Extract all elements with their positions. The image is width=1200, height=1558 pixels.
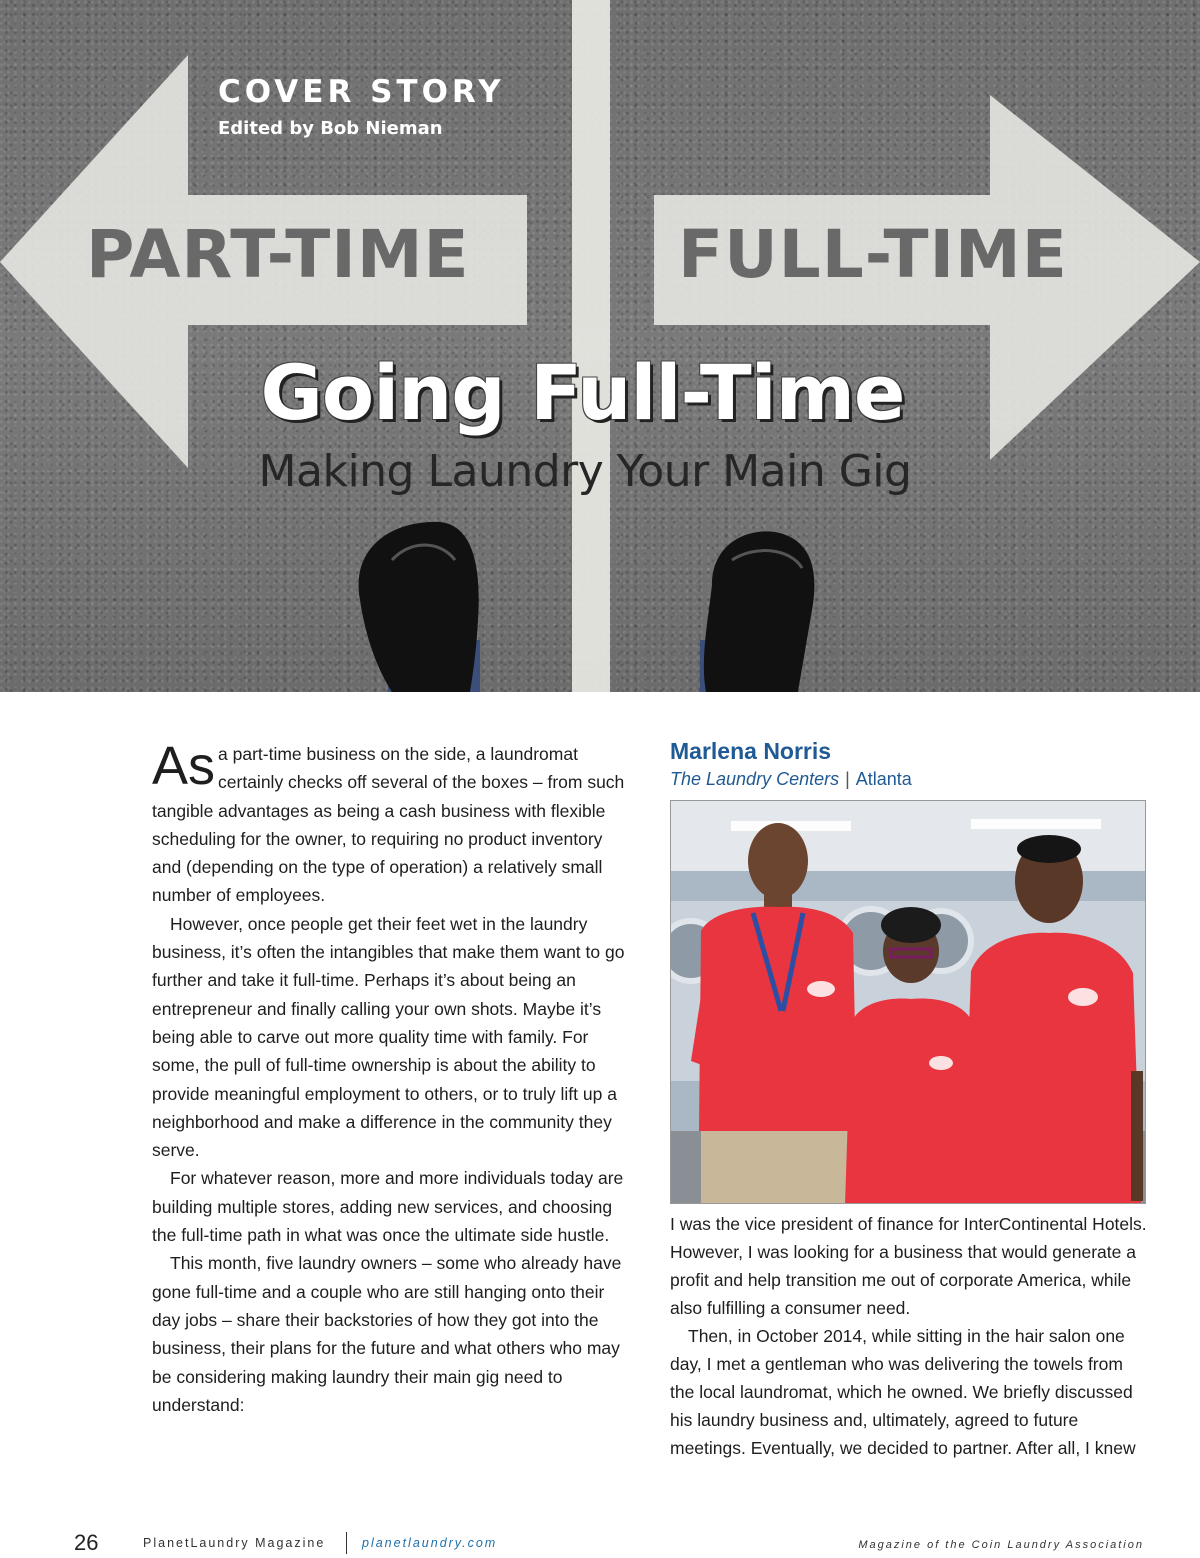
website-link[interactable]: planetlaundry.com: [362, 1536, 498, 1550]
page-footer: [0, 1530, 1200, 1558]
profile-company: The Laundry Centers: [670, 769, 840, 789]
laundromat-photo-illustration: [671, 801, 1146, 1204]
profile-paragraph: Then, in October 2014, while sitting in the hair salon one day, I met a gentleman who was delivering the towels from the local laundromat, which he owned. We briefly discussed his laundry business and, ultimately, agreed to future meetings. Eventually, we decided to partner. After all, I knew: [670, 1326, 1136, 1458]
profile-name: Marlena Norris: [670, 738, 832, 764]
profile-photo: [670, 800, 1146, 1204]
road-illustration: [0, 0, 1200, 692]
profile-paragraph: I was the vice president of finance for InterContinental Hotels. However, I was looking for a business that would generate a profit and help transition me out of corporate America, while also fulfilling a consumer need.: [670, 1214, 1147, 1318]
article-paragraph: However, once people get their feet wet in the laundry business, it’s often the intangibles that make them want to go further and take it full-time. Perhaps it’s about being an entrepreneur and finally calling your own shots. Maybe it’s being able to carve out more quality time with family. For some, the pull of full-time ownership is about the ability to provide meaningful employment to others, or to truly lift up a neighborhood and make a difference in the community they serve.: [152, 913, 625, 1161]
arrow-label-full-time: FULL-TIME: [678, 216, 1068, 293]
article-paragraph: This month, five laundry owners – some who already have gone full-time and a couple who are still hanging onto their day jobs – share their backstories of how they got into the business, their plans for the future and what others who may be considering making laundry their main gig need to understand:: [152, 1253, 622, 1415]
profile-body: [670, 1210, 1148, 1462]
byline: Edited by Bob Nieman: [218, 118, 443, 139]
owner-profile: [670, 736, 1148, 1462]
association-tagline: Magazine of the Coin Laundry Association: [858, 1539, 1144, 1551]
paragraph-text: a part-time business on the side, a laundromat certainly checks off several of the boxes – from such tangible advantages as being a cash business with flexible scheduling for the owner, to requiring no product inventory and (depending on the type of operation) a relatively small number of employees.: [152, 744, 625, 906]
article-body: [152, 736, 630, 1419]
hero-image: [0, 0, 1200, 692]
article-subhead: Making Laundry Your Main Gig: [258, 446, 912, 497]
road-center-line: [572, 0, 610, 692]
drop-cap: As: [152, 736, 216, 796]
footer-divider: [346, 1532, 347, 1554]
profile-affiliation: [670, 766, 1148, 792]
article-paragraph: [152, 736, 630, 910]
page-number: 26: [74, 1530, 99, 1555]
article-headline: Going Full-Time: [260, 348, 905, 437]
magazine-name: PlanetLaundry Magazine: [143, 1536, 326, 1550]
meta-separator: |: [845, 769, 850, 789]
article-paragraph: For whatever reason, more and more individuals today are building multiple stores, adding new services, and choosing the full-time path in what was once the ultimate side hustle.: [152, 1168, 624, 1246]
arrow-label-part-time: PART-TIME: [86, 216, 470, 293]
section-kicker: COVER STORY: [218, 74, 505, 110]
right-shoe-icon: [700, 531, 814, 692]
left-shoe-icon: [359, 522, 480, 692]
profile-city: Atlanta: [855, 769, 912, 789]
